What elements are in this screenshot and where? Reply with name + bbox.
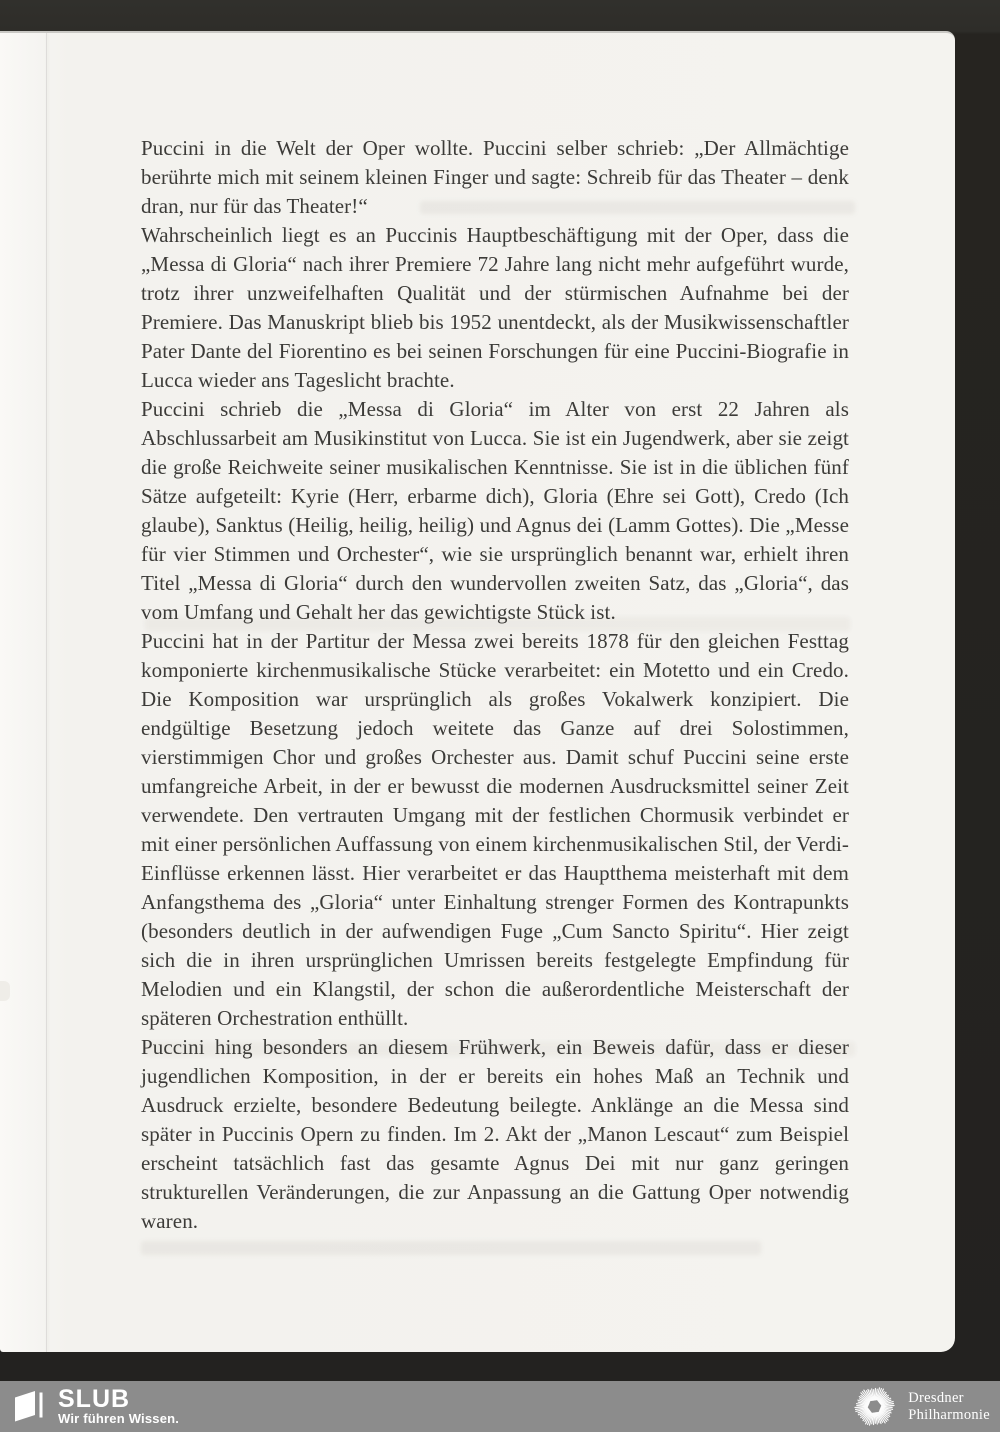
body-paragraph: Wahrscheinlich liegt es an Puccinis Hauptbeschäftigung mit der Oper, dass die „Messa di Gloria“ nach ihrer Premiere 72 Jahre lang nicht mehr aufgeführt wurde, trotz ihrer unzweifelhaften Qualität und der stürmischen Aufnahme bei der Premiere. Das Manuskript blieb bis 1952 unentdeckt, als der Musikwissenschaftler Pater Dante del Fiorentino es bei seinen Forschungen für eine Puccini-Biografie in Lucca wieder ans Tageslicht brachte. xyxy=(141,223,849,392)
bleedthrough-artifact xyxy=(141,1241,761,1255)
body-paragraph: Puccini hat in der Partitur der Messa zwei bereits 1878 für den gleichen Festtag komponierte kirchenmusikalische Stücke verarbeitet: ein Motetto und ein Credo. Die Komposition war ursprünglich als großes Vokalwerk konzipiert. Die endgültige Besetzung jedoch weitete das Ganze auf drei Solostimmen, vierstimmigen Chor und großes Orchester aus. Damit schuf Puccini seine erste umfangreiche Arbeit, in der er bewusst die modernen Ausdrucksmittel seiner Zeit verwendete. Den vertrauten Umgang mit der festlichen Chormusik verbindet er mit einer persönlichen Auffassung von einem kirchenmusikalischen Stil, der Verdi-Einflüsse erkennen lässt. Hier verarbeitet er das Hauptthema meisterhaft mit dem Anfangsthema des „Gloria“ unter Einhaltung strenger Formen des Kontrapunkts (besonders deutlich in der aufwendigen Fuge „Cum Sancto Spiritu“. Hier zeigt sich die in ihren ursprünglichen Umrissen bereits festgelegte Empfindung für Melodien und ein Klangstil, der schon die außerordentliche Meisterschaft der späteren Orchestration enthüllt. xyxy=(141,629,849,1030)
starburst-icon xyxy=(851,1383,898,1430)
article-text xyxy=(141,134,849,1236)
philharmonie-text-block xyxy=(908,1390,990,1423)
scanned-page xyxy=(0,31,955,1352)
open-book-icon xyxy=(13,1389,47,1423)
body-paragraph: Puccini in die Welt der Oper wollte. Puccini selber schrieb: „Der Allmächtige berührte mich mit seinem kleinen Finger und sagte: Schreib für das Theater – denk dran, nur für das Theater!“ xyxy=(141,136,849,218)
slub-text-block xyxy=(58,1387,179,1427)
body-paragraph: Puccini hing besonders an diesem Frühwerk, ein Beweis dafür, dass er dieser jugendlichen Komposition, in der er bereits ein hohes Maß an Technik und Ausdruck erzielte, besondere Bedeutung beilegte. Anklänge an die Messa sind später in Puccinis Opern zu finden. Im 2. Akt der „Manon Lescaut“ zum Beispiel erscheint tatsächlich fast das gesamte Agnus Dei mit nur ganz geringen strukturellen Veränderungen, die zur Anpassung an die Gattung Oper notwendig waren. xyxy=(141,1035,849,1233)
page-fold-line xyxy=(46,33,47,1352)
philharmonie-name-line1: Dresdner xyxy=(908,1390,964,1406)
philharmonie-name-line2: Philharmonie xyxy=(908,1406,990,1423)
slub-tagline: Wir führen Wissen. xyxy=(58,1411,180,1426)
footer-bar xyxy=(0,1381,1000,1432)
paper-edge-notch xyxy=(0,981,10,1001)
dresdner-philharmonie-logo xyxy=(851,1383,990,1430)
body-paragraph: Puccini schrieb die „Messa di Gloria“ im Alter von erst 22 Jahren als Abschlussarbeit am Musikinstitut von Lucca. Sie ist ein Jugendwerk, aber sie zeigt die große Reichweite seiner musikalischen Kenntnisse. Sie ist in die üblichen fünf Sätze aufgeteilt: Kyrie (Herr, erbarme dich), Gloria (Ehre sei Gott), Credo (Ich glaube), Sanktus (Heilig, heilig, heilig) und Agnus dei (Lamm Gottes). Die „Messe für vier Stimmen und Orchester“, wie sie ursprünglich benannt war, erhielt ihren Titel „Messa di Gloria“ durch den wundervollen zweiten Satz, das „Gloria“, das vom Umfang und Gehalt her das gewichtigste Stück ist. xyxy=(141,397,849,624)
slub-wordmark: SLUB xyxy=(58,1385,131,1413)
slub-logo xyxy=(13,1386,179,1427)
